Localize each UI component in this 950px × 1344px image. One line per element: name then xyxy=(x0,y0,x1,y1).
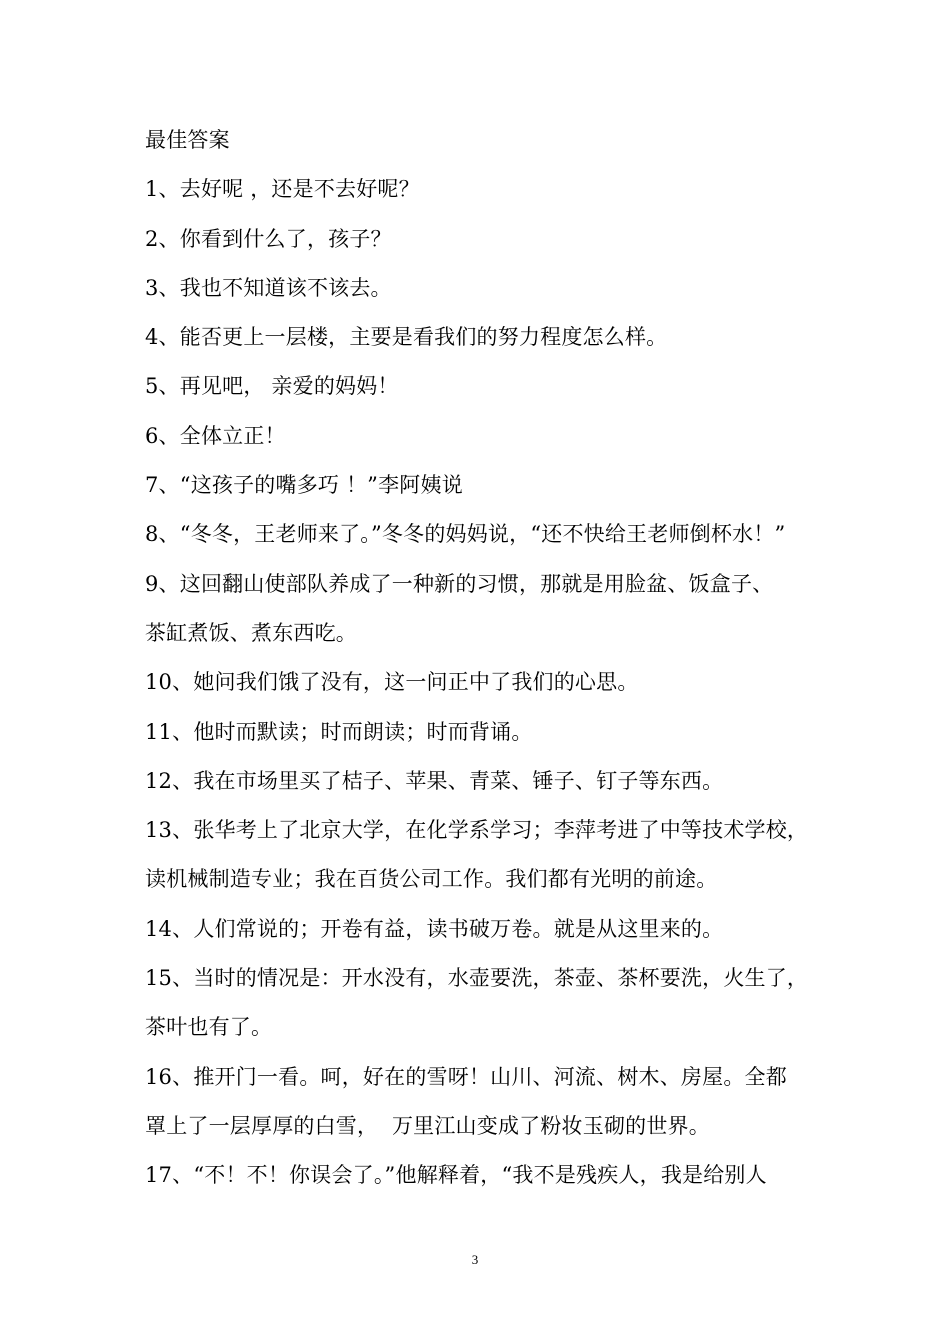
answer-line-16-cont: 罩上了一层厚厚的白雪， 万里江山变成了粉妆玉砌的世界。 xyxy=(145,1113,710,1138)
answer-line-15: 15、当时的情况是：开水没有，水壶要洗，茶壶、茶杯要洗，火生了， xyxy=(145,966,809,991)
answer-line-9-cont: 茶缸煮饭、煮东西吃。 xyxy=(145,620,357,645)
answer-line-9: 9、这回翻山使部队养成了一种新的习惯，那就是用脸盆、饭盒子、 xyxy=(145,571,774,596)
answer-line-14: 14、人们常说的；开卷有益，读书破万卷。就是从这里来的。 xyxy=(145,916,724,941)
answer-line-7: 7、“这孩子的嘴多巧 ！”李阿姨说 xyxy=(145,473,463,498)
heading-best-answer: 最佳答案 xyxy=(145,128,230,152)
answer-line-15-cont: 茶叶也有了。 xyxy=(145,1015,273,1040)
answer-line-10: 10、她问我们饿了没有，这一问正中了我们的心思。 xyxy=(145,670,639,695)
answer-line-8: 8、“冬冬，王老师来了。”冬冬的妈妈说，“还不快给王老师倒杯水！” xyxy=(145,522,786,547)
answer-line-6: 6、全体立正！ xyxy=(145,423,286,448)
document-body xyxy=(145,116,825,1201)
answer-line-11: 11、他时而默读；时而朗读；时而背诵。 xyxy=(145,719,533,744)
answer-line-1: 1、去好呢 ，还是不去好呢？ xyxy=(145,177,420,202)
answer-line-13-cont: 读机械制造专业；我在百货公司工作。我们都有光明的前途。 xyxy=(145,867,718,892)
answer-line-16: 16、推开门一看。呵，好在的雪呀！山川、河流、树木、房屋。全都 xyxy=(145,1064,787,1089)
answer-line-12: 12、我在市场里买了桔子、苹果、青菜、锤子、钉子等东西。 xyxy=(145,768,724,793)
answer-line-17: 17、“不！不！你误会了。”他解释着，“我不是残疾人，我是给别人 xyxy=(145,1163,767,1188)
answer-line-2: 2、你看到什么了，孩子？ xyxy=(145,226,392,251)
answer-line-4: 4、能否更上一层楼，主要是看我们的努力程度怎么样。 xyxy=(145,325,668,350)
answer-line-5: 5、再见吧， 亲爱的妈妈！ xyxy=(145,374,399,399)
answer-line-13: 13、张华考上了北京大学，在化学系学习；李萍考进了中等技术学校， xyxy=(145,818,809,843)
page-number: 3 xyxy=(471,1252,479,1267)
answer-line-3: 3、我也不知道该不该去。 xyxy=(145,275,392,300)
